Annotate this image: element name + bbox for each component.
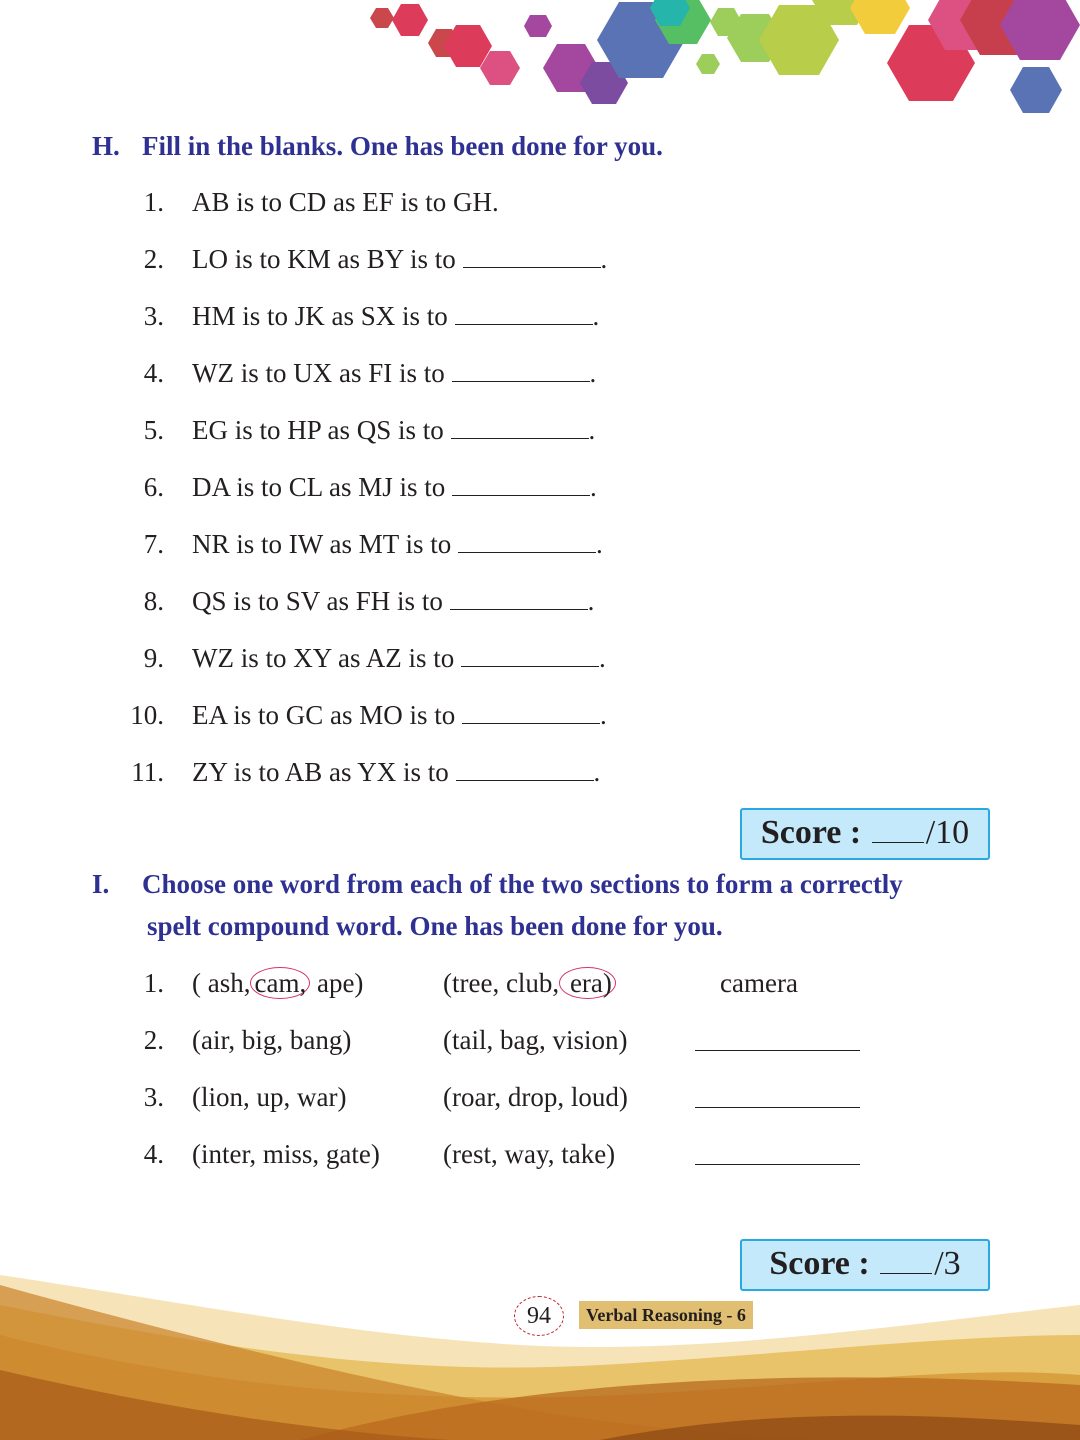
item-number: 5. (143, 415, 164, 445)
fill-item (120, 410, 595, 450)
item-number: 4. (143, 358, 164, 388)
word-group-a: (inter, miss, gate) (192, 1139, 380, 1169)
answer-blank[interactable] (695, 1050, 860, 1051)
answer-blank[interactable] (452, 355, 590, 382)
item-end: . (600, 700, 607, 730)
item-end: . (599, 643, 606, 673)
answer-blank[interactable] (455, 298, 593, 325)
score-box-h (740, 808, 990, 860)
fill-item (120, 752, 600, 792)
example-answer: camera (720, 968, 798, 998)
item-number: 2. (143, 244, 164, 274)
fill-item (120, 353, 596, 393)
page-number: 94 (514, 1296, 564, 1336)
word-group-a-start: ( ash, (192, 968, 251, 998)
fill-item (120, 524, 603, 564)
answer-blank[interactable] (450, 583, 588, 610)
answer-blank[interactable] (451, 412, 589, 439)
item-number: 11. (131, 757, 164, 787)
item-text: NR is to IW as MT is to (192, 529, 459, 559)
fill-item (120, 638, 606, 678)
item-number: 8. (143, 586, 164, 616)
section-letter: H. (92, 131, 120, 161)
compound-word-row (120, 1133, 1020, 1175)
answer-blank[interactable] (456, 754, 594, 781)
item-number: 4. (143, 1139, 164, 1169)
fill-item (120, 182, 499, 222)
item-text: WZ is to UX as FI is to (192, 358, 452, 388)
word-group-b: (tail, bag, vision) (443, 1025, 628, 1055)
answer-blank[interactable] (463, 241, 601, 268)
answer-blank[interactable] (458, 526, 596, 553)
section-h-heading (92, 125, 663, 167)
item-number: 6. (143, 472, 164, 502)
hexagon-banner-decoration (0, 0, 1080, 125)
score-total: /3 (934, 1245, 961, 1282)
word-group-a: (lion, up, war) (192, 1082, 347, 1112)
item-text: HM is to JK as SX is to (192, 301, 455, 331)
item-end: . (589, 358, 597, 388)
word-group-b (443, 962, 616, 1004)
section-i-heading (92, 863, 992, 905)
item-end: . (600, 244, 608, 274)
item-end: . (593, 757, 601, 787)
section-letter: I. (92, 869, 110, 899)
fill-item (120, 581, 594, 621)
section-instruction: Fill in the blanks. One has been done for you. (142, 131, 663, 161)
answer-blank[interactable] (461, 640, 599, 667)
item-text: LO is to KM as BY is to (192, 244, 463, 274)
item-number: 1. (143, 187, 164, 217)
item-end: . (596, 529, 603, 559)
item-text: EA is to GC as MO is to (192, 700, 463, 730)
score-blank[interactable] (872, 814, 924, 843)
answer-blank[interactable] (452, 469, 590, 496)
book-title: Verbal Reasoning - 6 (579, 1301, 753, 1329)
item-text: EG is to HP as QS is to (192, 415, 451, 445)
fill-item (120, 695, 607, 735)
score-total: /10 (925, 814, 970, 851)
item-number: 3. (143, 1082, 164, 1112)
item-number: 3. (143, 301, 164, 331)
item-text: DA is to CL as MJ is to (192, 472, 453, 502)
item-number: 9. (143, 643, 164, 673)
word-group-a (192, 962, 363, 1004)
wave-footer-decoration (0, 1265, 1080, 1440)
compound-word-row (120, 1076, 1020, 1118)
answer-blank[interactable] (695, 1164, 860, 1165)
item-number: 1. (143, 968, 164, 998)
item-end: . (592, 301, 600, 331)
compound-word-example-row (120, 962, 1020, 1004)
item-end: . (588, 415, 596, 445)
word-group-a-end: ape) (310, 968, 364, 998)
section-instruction-line1: Choose one word from each of the two sections to form a correctly (142, 869, 903, 899)
word-group-b: (roar, drop, loud) (443, 1082, 628, 1112)
item-number: 7. (143, 529, 164, 559)
word-group-b-start: (tree, club, (443, 968, 560, 998)
fill-item (120, 296, 599, 336)
word-group-b: (rest, way, take) (443, 1139, 616, 1169)
circled-word: era) (559, 967, 616, 999)
answer-blank[interactable] (462, 697, 600, 724)
circled-word: cam, (250, 967, 310, 999)
word-group-a: (air, big, bang) (192, 1025, 352, 1055)
item-text: QS is to SV as FH is to (192, 586, 450, 616)
item-text: ZY is to AB as YX is to (192, 757, 456, 787)
section-i-heading-line2 (147, 905, 723, 947)
item-text: WZ is to XY as AZ is to (192, 643, 461, 673)
item-number: 2. (143, 1025, 164, 1055)
score-label: Score : (769, 1245, 870, 1282)
score-label: Score : (760, 814, 862, 851)
item-text: AB is to CD as EF is to GH. (192, 187, 499, 217)
answer-blank[interactable] (695, 1107, 860, 1108)
item-end: . (590, 472, 597, 502)
item-end: . (587, 586, 595, 616)
compound-word-row (120, 1019, 1020, 1061)
fill-item (120, 239, 607, 279)
section-instruction-line2: spelt compound word. One has been done for you. (147, 911, 723, 941)
item-number: 10. (130, 700, 164, 730)
fill-item (120, 467, 597, 507)
